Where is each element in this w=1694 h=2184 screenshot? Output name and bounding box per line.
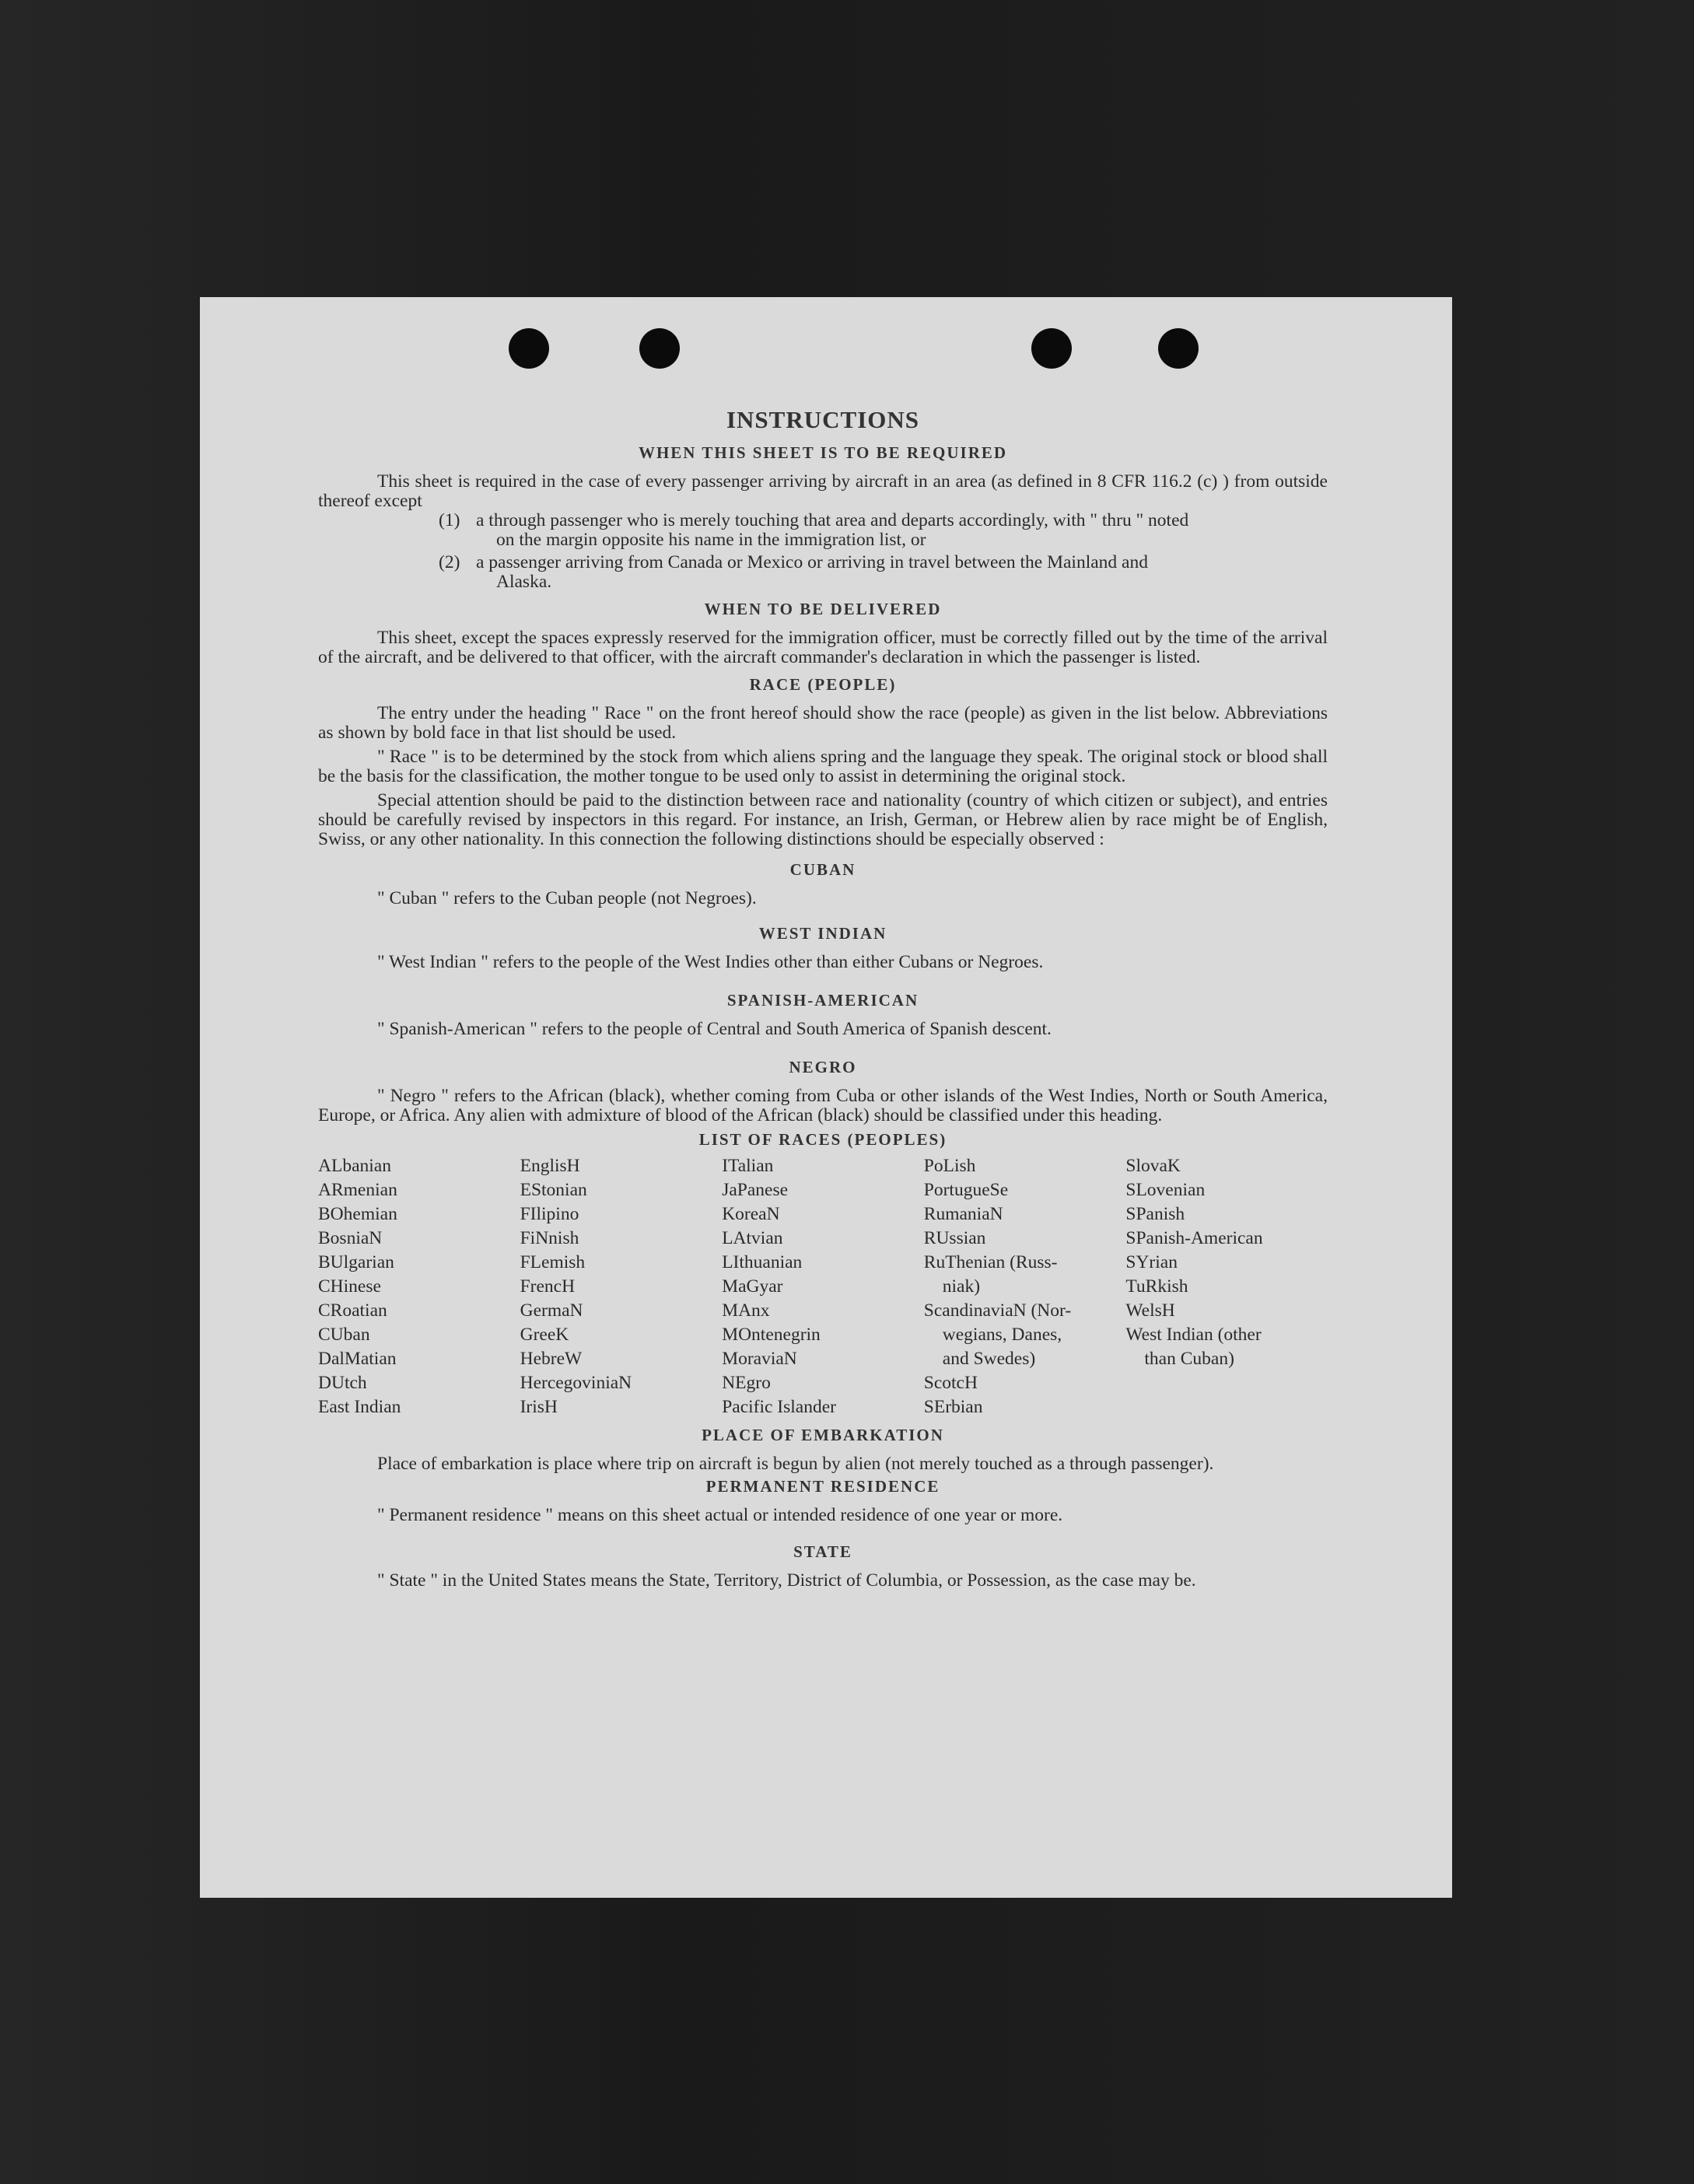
race-entry: WelsH (1125, 1300, 1175, 1321)
embarkation-text: Place of embarkation is place where trip on aircraft is begun by alien (not merely touched as a through passenger). (377, 1454, 1214, 1474)
race-entry: RumaniaN (923, 1204, 1003, 1224)
race-entry: ScandinaviaN (Nor- (923, 1300, 1072, 1321)
race-paragraph-2: " Race " is to be determined by the stock from which aliens spring and the language they speak. The original stock or blood shall be the basis for the classification, the mother tongue to be used only to assist in determining the original stock. (318, 747, 1328, 786)
race-entry: CUban (318, 1325, 370, 1345)
race-entry: FIlipino (520, 1204, 579, 1224)
cuban-text: " Cuban " refers to the Cuban people (not Negroes). (377, 888, 757, 908)
race-entry: RUssian (923, 1228, 986, 1248)
heading-spanish-american: SPANISH-AMERICAN (726, 991, 919, 1010)
heading-when-delivered: WHEN TO BE DELIVERED (704, 600, 942, 618)
race-entry: BosniaN (318, 1228, 383, 1248)
item-text: a through passenger who is merely touching that area and departs accordingly, with " thru " noted (476, 510, 1189, 530)
race-entry: MOntenegrin (722, 1325, 821, 1345)
punch-hole (639, 328, 680, 369)
race-entry: KoreaN (722, 1204, 780, 1224)
race-entry: HebreW (520, 1349, 583, 1369)
race-entry: CHinese (318, 1276, 381, 1297)
heading-list-of-races: LIST OF RACES (PEOPLES) (698, 1130, 947, 1149)
exception-item-2 (439, 553, 1328, 592)
race-entry: MoraviaN (722, 1349, 797, 1369)
race-entry: SYrian (1125, 1252, 1178, 1272)
heading-negro: NEGRO (789, 1058, 857, 1076)
west-indian-text: " West Indian " refers to the people of the West Indies other than either Cubans or Negroes. (377, 952, 1044, 972)
when-delivered-text: This sheet, except the spaces expressly reserved for the immigration officer, must be correctly filled out by the time of the arrival of the aircraft, and be delivered to that officer, with the aircraft commander's declaration in which the passenger is listed. (318, 628, 1328, 667)
race-entry: ITalian (722, 1156, 774, 1176)
race-entry: GreeK (520, 1325, 569, 1345)
race-entry: MAnx (722, 1300, 770, 1321)
race-entry: GermaN (520, 1300, 583, 1321)
race-entry: ALbanian (318, 1156, 391, 1176)
race-entry: West Indian (other (1125, 1325, 1262, 1345)
punch-hole (1031, 328, 1072, 369)
punch-hole (509, 328, 549, 369)
instruction-sheet (200, 297, 1452, 1898)
race-entry: PoLish (923, 1156, 976, 1176)
race-entry: BOhemian (318, 1204, 397, 1224)
race-entry-continued: niak) (942, 1276, 981, 1297)
race-entry: FiNnish (520, 1228, 579, 1248)
race-entry-continued: wegians, Danes, (942, 1325, 1062, 1345)
heading-west-indian: WEST INDIAN (758, 924, 887, 943)
race-entry: Pacific Islander (722, 1397, 836, 1417)
punch-hole (1158, 328, 1199, 369)
races-column-5 (1125, 1154, 1328, 1419)
item-text-continued: Alaska. (496, 572, 552, 592)
race-entry: ScotcH (923, 1373, 978, 1393)
race-entry: NEgro (722, 1373, 771, 1393)
race-entry: DUtch (318, 1373, 367, 1393)
when-required-text: This sheet is required in the case of every passenger arriving by aircraft in an area (as defined in 8 CFR 116.2 (c) ) from outside thereof except (318, 471, 1328, 511)
race-entry-continued: and Swedes) (942, 1349, 1036, 1369)
page-title: INSTRUCTIONS (726, 406, 919, 433)
heading-when-required: WHEN THIS SHEET IS TO BE REQUIRED (638, 443, 1008, 462)
item-text-continued: on the margin opposite his name in the immigration list, or (496, 530, 926, 550)
race-entry: PortugueSe (923, 1180, 1009, 1200)
race-entry: HercegoviniaN (520, 1373, 632, 1393)
heading-permanent-residence: PERMANENT RESIDENCE (705, 1477, 940, 1496)
exception-item-1 (439, 511, 1328, 550)
race-entry: EnglisH (520, 1156, 580, 1176)
race-entry-continued: than Cuban) (1144, 1349, 1234, 1369)
race-entry: SPanish-American (1125, 1228, 1263, 1248)
permanent-residence-text: " Permanent residence " means on this sheet actual or intended residence of one year or more. (377, 1505, 1063, 1525)
race-entry: IrisH (520, 1397, 558, 1417)
race-entry: DalMatian (318, 1349, 397, 1369)
race-entry: JaPanese (722, 1180, 789, 1200)
race-entry: TuRkish (1125, 1276, 1188, 1297)
item-number: (1) (439, 510, 460, 530)
race-entry: BUlgarian (318, 1252, 394, 1272)
races-column-4 (924, 1154, 1126, 1419)
race-entry: MaGyar (722, 1276, 783, 1297)
race-entry: RuThenian (Russ- (923, 1252, 1058, 1272)
races-column-3 (722, 1154, 924, 1419)
heading-race: RACE (PEOPLE) (749, 675, 897, 694)
negro-text: " Negro " refers to the African (black), whether coming from Cuba or other islands of the West Indies, North or South America, Europe, or Africa. Any alien with admixture of blood of the African (black) should be classified under this heading. (318, 1086, 1328, 1125)
item-number: (2) (439, 552, 460, 572)
heading-state: STATE (793, 1542, 852, 1561)
race-entry: LIthuanian (722, 1252, 803, 1272)
race-entry: LAtvian (722, 1228, 783, 1248)
spanish-american-text: " Spanish-American " refers to the people of Central and South America of Spanish descent. (377, 1019, 1052, 1039)
races-column-2 (520, 1154, 723, 1419)
state-text: " State " in the United States means the State, Territory, District of Columbia, or Possession, as the case may be. (377, 1570, 1196, 1591)
race-entry: SPanish (1125, 1204, 1185, 1224)
races-table (318, 1154, 1328, 1419)
race-entry: EStonian (520, 1180, 587, 1200)
race-entry: East Indian (318, 1397, 401, 1417)
heading-embarkation: PLACE OF EMBARKATION (702, 1426, 944, 1444)
race-entry: FrencH (520, 1276, 576, 1297)
race-entry: CRoatian (318, 1300, 387, 1321)
item-text: a passenger arriving from Canada or Mexico or arriving in travel between the Mainland and (476, 552, 1148, 572)
races-column-1 (318, 1154, 520, 1419)
race-entry: SlovaK (1125, 1156, 1181, 1176)
race-paragraph-1: The entry under the heading " Race " on the front hereof should show the race (people) as given in the list below. Abbreviations as shown by bold face in that list should be used. (318, 703, 1328, 743)
race-entry: FLemish (520, 1252, 586, 1272)
race-paragraph-3: Special attention should be paid to the distinction between race and nationality (country of which citizen or subject), and entries should be carefully revised by inspectors in this regard. For instance, an Irish, German, or Hebrew alien by race might be of English, Swiss, or any other nationality. In this connection the following distinctions should be especially observed : (318, 790, 1328, 849)
race-entry: SLovenian (1125, 1180, 1206, 1200)
race-entry: ARmenian (318, 1180, 397, 1200)
heading-cuban: CUBAN (789, 860, 856, 879)
race-entry: SErbian (923, 1397, 983, 1417)
